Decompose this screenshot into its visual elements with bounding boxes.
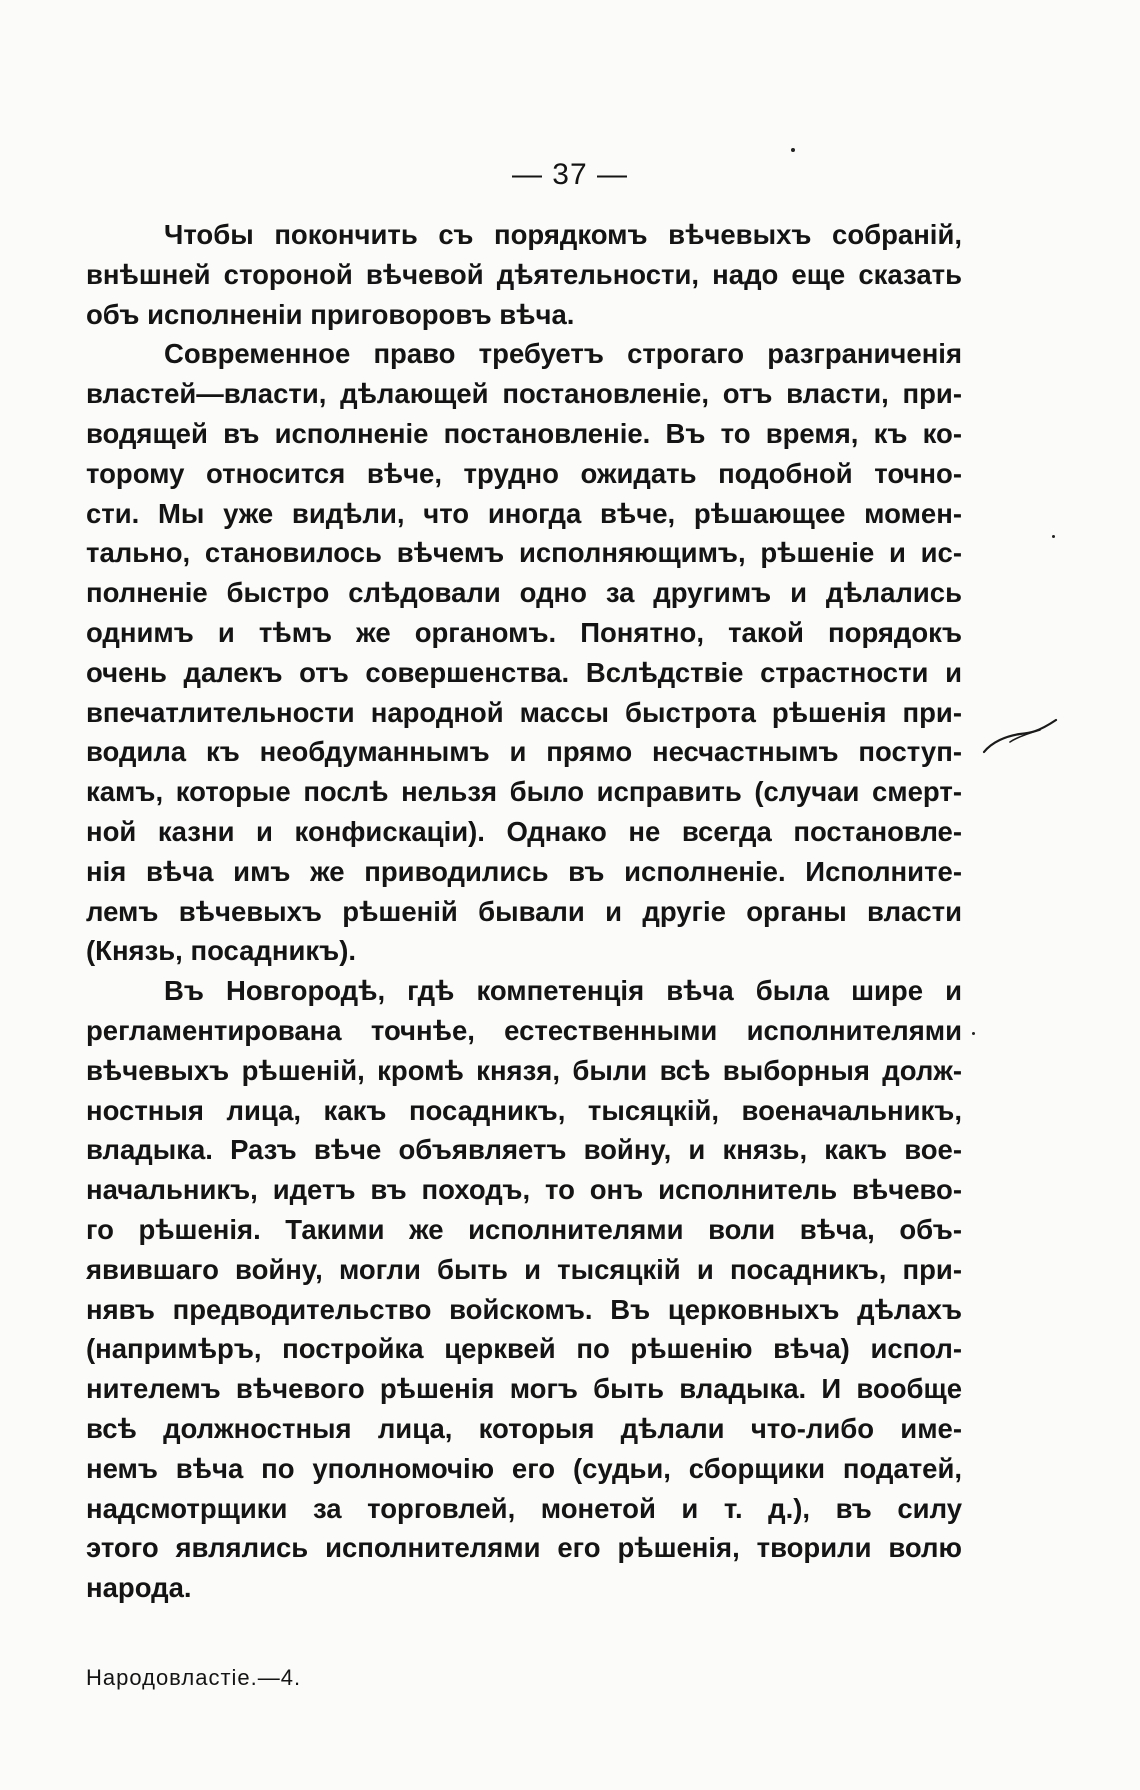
text-line: внѣшней стороной вѣчевой дѣятельности, надо еще сказать: [86, 258, 962, 290]
text-line: немъ вѣча по уполномочiю его (судьи, сборщики податей,: [86, 1452, 962, 1484]
text-line: начальникъ, идетъ въ походъ, то онъ исполнитель вѣчево-: [86, 1174, 962, 1206]
text-line: впечатлительности народной массы быстрота рѣшенiя при-: [86, 696, 962, 728]
text-line: (Князь, посадникъ).: [86, 935, 357, 967]
paragraph-3: [86, 971, 962, 1608]
text-line: Въ Новгородѣ, гдѣ компетенцiя вѣча была шире и: [164, 975, 962, 1007]
page-number: — 37 —: [511, 158, 629, 191]
text-line: ной казни и конфискацiи). Однако не всегда постановле-: [86, 815, 962, 847]
text-line: го рѣшенiя. Такими же исполнителями воли вѣча, объ-: [86, 1213, 962, 1245]
text-line: водила къ необдуманнымъ и прямо несчастнымъ поступ-: [86, 736, 962, 768]
text-line: полненiе быстро слѣдовали одно за другимъ и дѣлались: [86, 577, 962, 609]
text-line: лемъ вѣчевыхъ рѣшенiй бывали и другiе органы власти: [86, 895, 962, 927]
margin-pencil-mark: [980, 712, 1060, 756]
text-line: нявъ предводительство войскомъ. Въ церковныхъ дѣлахъ: [86, 1293, 962, 1325]
text-line: (напримѣръ, постройка церквей по рѣшенiю вѣча) испол-: [86, 1333, 962, 1365]
ink-speck: [1052, 535, 1055, 538]
text-line: явившаго войну, могли быть и тысяцкiй и посадникъ, при-: [86, 1253, 962, 1285]
text-line: тально, становилось вѣчемъ исполняющимъ, рѣшенiе и ис-: [86, 537, 962, 569]
text-line: Чтобы покончить съ порядкомъ вѣчевыхъ собранiй,: [164, 219, 962, 250]
text-line: владыка. Разъ вѣче объявляетъ войну, и князь, какъ вое-: [86, 1134, 962, 1166]
text-line: народа.: [86, 1572, 192, 1604]
body-text: [86, 215, 962, 1608]
paragraph-2: [86, 334, 962, 971]
text-line: водящей въ исполненiе постановленiе. Въ то время, къ ко-: [86, 417, 962, 449]
text-line: надсмотрщики за торговлей, монетой и т. д.), въ силу: [86, 1492, 962, 1524]
text-line: Современное право требуетъ строгаго разграниченiя: [164, 338, 962, 370]
text-line: торому относится вѣче, трудно ожидать подобной точно-: [86, 457, 962, 489]
paragraph-1: [86, 215, 962, 334]
text-line: этого являлись исполнителями его рѣшенiя, творили волю: [86, 1532, 962, 1564]
text-line: властей—власти, дѣлающей постановленiе, отъ власти, при-: [86, 378, 962, 410]
text-line: очень далекъ отъ совершенства. Вслѣдствiе страстности и: [86, 656, 962, 688]
text-line: нителемъ вѣчевого рѣшенiя могъ быть владыка. И вообще: [86, 1373, 962, 1405]
text-line: вѣчевыхъ рѣшенiй, кромѣ князя, были всѣ выборныя долж-: [86, 1054, 962, 1086]
text-line: сти. Мы уже видѣли, что иногда вѣче, рѣшающее момен-: [86, 497, 962, 529]
text-line: регламентирована точнѣе, естественными исполнителями: [86, 1014, 962, 1046]
ink-speck: [972, 1032, 975, 1035]
text-line: однимъ и тѣмъ же органомъ. Понятно, такой порядокъ: [86, 616, 962, 648]
text-line: всѣ должностныя лица, которыя дѣлали что-либо име-: [86, 1412, 962, 1444]
ink-speck: [791, 148, 795, 152]
text-line: ностныя лица, какъ посадникъ, тысяцкiй, военачальникъ,: [86, 1094, 962, 1126]
text-line: камъ, которые послѣ нельзя было исправить (случаи смерт-: [86, 776, 962, 808]
footer-signature: Народовластiе.—4.: [86, 1665, 302, 1690]
text-line: объ исполненiи приговоровъ вѣча.: [86, 298, 575, 330]
text-line: нiя вѣча имъ же приводились въ исполненiе. Исполните-: [86, 855, 962, 887]
